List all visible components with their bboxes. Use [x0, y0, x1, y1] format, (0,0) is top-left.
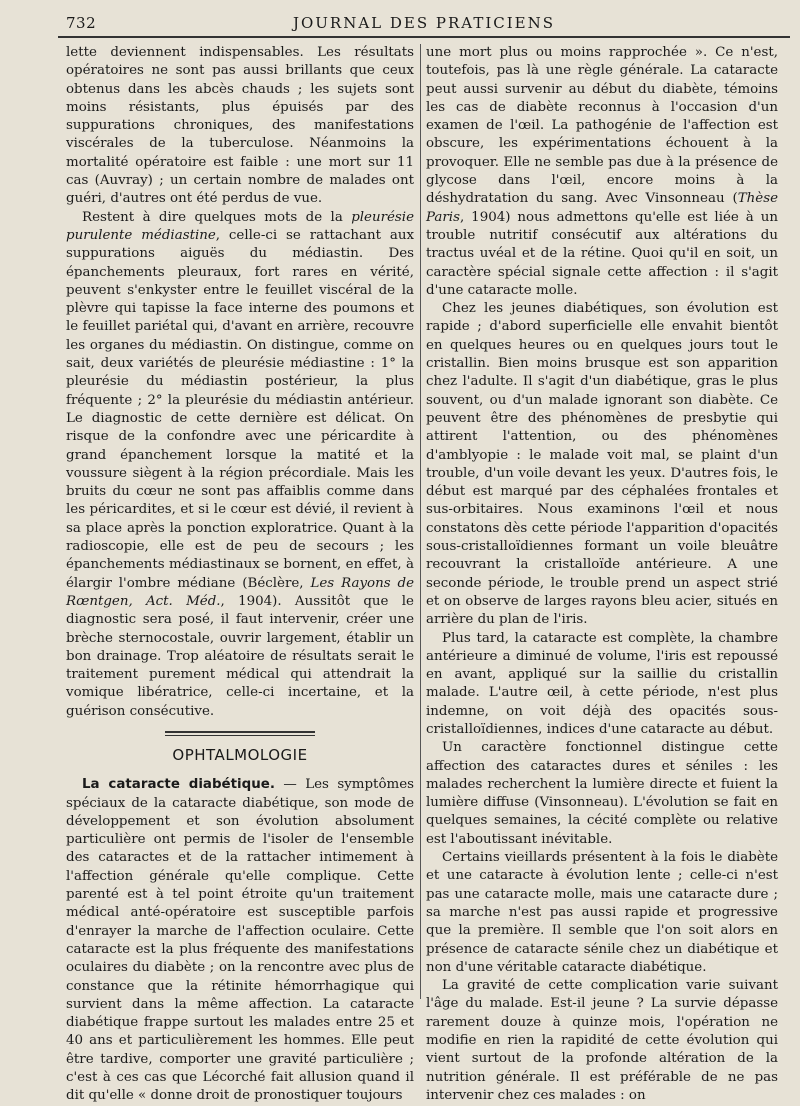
paragraph-text: , 1904). Aussitôt que le diagnostic sera posé, il faut intervenir, créer une brèche sternocostale, ouvrir largement, établir un bon drainage. Trop aléatoire de résultats serait le traitement purement médical qui attendrait la vomique libératrice, celle-ci incertaine, et la guérison consécutive.: [66, 593, 414, 719]
paragraph: Un caractère fonctionnel distingue cette affection des cataractes dures et séniles : les malades recherchent la lumière directe et fuient la lumière diffuse (Vinsonneau). L'évolution se fait en quelques semaines, la cécité complète ou relative est l'aboutissant inévitable.: [426, 740, 778, 847]
paragraph-text: Restent à dire quelques mots de la: [82, 209, 352, 225]
right-column: [426, 44, 778, 1103]
paragraph-text: — Les symptômes spéciaux de la cataracte diabétique, son mode de développement et son évolution absolument particulière ont permis de l'isoler de l'ensemble des cataractes et de la rattacher intimement à l'affection générale qu'elle complique. Cette parenté est à tel point étroite qu'un traitement médical anté-opératoire est susceptible parfois d'enrayer la marche de l'affection oculaire. Cette cataracte est la plus fréquente des manifestations oculaires du diabète ; on la rencontre avec plus de constance que la rétinite hémorrhagique qui survient dans la même affection. La cataracte diabétique frappe surtout les malades entre 25 et 40 ans et particulièrement les hommes. Elle peut être tardive, comporter une gravité particulière ; c'est à ces cas que Lécorché fait allusion quand il dit qu'elle « donne droit de pronostiquer toujours: [66, 777, 414, 1104]
italic-citation: Les Rayons de Rœntgen, Act. Méd.: [66, 575, 415, 609]
paragraph-text: lette deviennent indispensables. Les résultats opératoires ne sont pas aussi brillants que ceux obtenus dans les abcès chauds ; les sujets sont moins résistants, plus épuisés par des suppurations chroniques, des manifestations viscérales de la tuberculose. Néanmoins la mortalité opératoire est faible : une mort sur 11 cas (Auvray) ; un certain nombre de malades ont guéri, d'autres ont été perdus de vue.: [66, 45, 414, 207]
paragraph: [426, 44, 778, 300]
paragraph-text: une mort plus ou moins rapprochée ». Ce n'est, toutefois, pas là une règle générale. La cataracte peut aussi survenir au début du diabète, témoins les cas de diabète reconnus à l'occasion d'un examen de l'œil. La pathogénie de l'affection est obscure, les expérimentations échouent à la provoquer. Elle ne semble pas due à la présence de glycose dans l'œil, encore moins à la déshydratation du sang. Avec Vinsonneau (: [426, 45, 778, 207]
paragraph: [66, 776, 414, 1105]
column-divider: [420, 44, 421, 999]
paragraph: Certains vieillards présentent à la fois le diabète et une cataracte à évolution lente ; celle-ci n'est pas une cataracte molle, mais une cataracte dure ; sa marche n'est pas aussi rapide et progressive que la première. Il semble que l'on soit alors en présence de cataracte sénile chez un diabétique et non d'une véritable cataracte diabétique.: [426, 850, 778, 975]
italic-term: pleurésie purulente médiastine: [66, 209, 414, 243]
section-separator: [165, 731, 315, 736]
paragraph: [66, 209, 414, 721]
section-title: OPHTALMOLOGIE: [172, 745, 308, 764]
article-title: La cataracte diabétique.: [82, 777, 275, 793]
paragraph: Plus tard, la cataracte est complète, la chambre antérieure a diminué de volume, l'iris est repoussé en avant, appliqué sur la saillie du cristallin malade. L'autre œil, à cette période, n'est plus indemne, on voit déjà des opacités sous-cristalloïdiennes, indices d'une cataracte au début.: [426, 630, 778, 737]
journal-title: JOURNAL DES PRATICIENS: [292, 14, 556, 32]
paragraph-text: , 1904) nous admettons qu'elle est liée à un trouble nutritif consécutif aux altérations du tractus uvéal et de la rétine. Quoi qu'il en soit, un caractère spécial signale cette affection : il s'agit d'une cataracte molle.: [426, 209, 778, 298]
page-header: [58, 10, 790, 38]
left-column: [66, 44, 415, 1104]
paragraph: La gravité de cette complication varie suivant l'âge du malade. Est-il jeune ? La survie dépasse rarement douze à quinze mois, l'opération ne modifie en rien la rapidité de cette évolution qui vient surtout de la profonde altération de la nutrition générale. Il est préférable de ne pas intervenir chez ces malades : on: [426, 978, 778, 1103]
italic-citation: Thèse Paris: [426, 191, 778, 225]
paragraph: [66, 44, 414, 209]
page-number: 732: [66, 14, 97, 32]
paragraph: Chez les jeunes diabétiques, son évolution est rapide ; d'abord superficielle elle envahit bientôt en quelques heures ou en quelques jours tout le cristallin. Bien moins brusque est son apparition chez l'adulte. Il s'agit d'un diabétique, gras le plus souvent, ou d'un malade ignorant son diabète. Ce peuvent être des phénomènes de presbytie qui attirent l'attention, ou des phénomènes d'amblyopie : le malade voit mal, se plaint d'un trouble, d'un voile devant les yeux. D'autres fois, le début est marqué par des céphalées frontales et sus-orbitaires. Nous examinons l'œil et nous constatons dès cette période l'apparition d'opacités sous-cristalloïdiennes formant un voile bleuâtre recouvrant la cristalloïde antérieure. A une seconde période, le trouble prend un aspect strié et on observe de larges rayons bleu acier, situés en arrière du plan de l'iris.: [426, 301, 778, 628]
paragraph-text: , celle-ci se rattachant aux suppurations aiguës du médiastin. Des épanchements pleuraux, fort rares en vérité, peuvent s'enkyster entre le feuillet viscéral de la plèvre qui tapisse la face interne des poumons et le feuillet pariétal qui, d'avant en arrière, recouvre les organes du médiastin. On distingue, comme on sait, deux variétés de pleurésie médiastine : 1° la pleurésie du médiastin postérieur, la plus fréquente ; 2° la pleurésie du médiastin antérieur. Le diagnostic de cette dernière est délicat. On risque de la confondre avec une péricardite à grand épanchement lorsque la matité et la voussure siègent à la région précordiale. Mais les bruits du cœur ne sont pas affaiblis comme dans les péricardites, et si le cœur est dévié, il revient à sa place après la ponction exploratrice. Quant à la radioscopie, elle est de peu de secours ; les épanchements médiastinaux se bornent, en effet, à élargir l'ombre médiane (Béclère,: [66, 227, 414, 591]
